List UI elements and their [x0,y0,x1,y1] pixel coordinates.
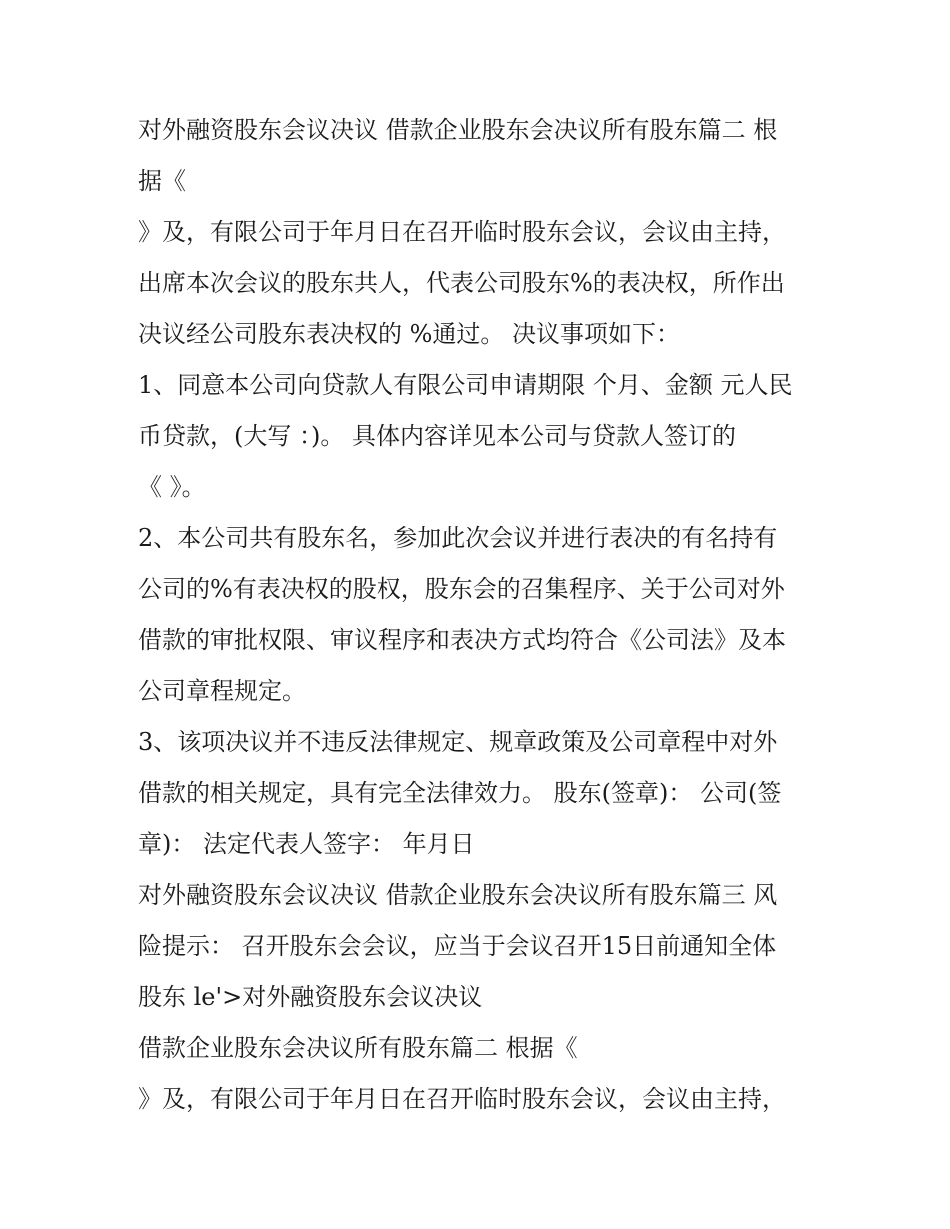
text-line: 币贷款，(大写 ：)。 具体内容详见本公司与贷款人签订的 [138,422,736,450]
text-line: 借款企业股东会决议所有股东篇二 根据《 [138,1034,578,1062]
text-line: 》及，有限公司于年月日在召开临时股东会议，会议由主持， [138,1085,786,1113]
text-line: 出席本次会议的股东共人，代表公司股东%的表决权，所作出 [138,269,785,297]
text-line: 公司章程规定。 [138,677,306,705]
text-line: 章)： 法定代表人签字： 年月日 [138,830,475,858]
text-line: 险提示： 召开股东会会议，应当于会议召开15日前通知全体 [138,932,777,960]
text-line: 对外融资股东会议决议 借款企业股东会决议所有股东篇三 风 [138,881,778,909]
text-line: 》及，有限公司于年月日在召开临时股东会议，会议由主持， [138,218,786,246]
text-line: 据《 [138,167,186,195]
text-line: 3、该项决议并不违反法律规定、规章政策及公司章程中对外 [138,728,778,756]
text-line: 1、同意本公司向贷款人有限公司申请期限 个月、金额 元人民 [138,371,793,399]
text-line: 《 》。 [138,473,206,501]
text-line: 公司的%有表决权的股权，股东会的召集程序、关于公司对外 [138,575,785,603]
text-line: 股东 le'>对外融资股东会议决议 [138,983,483,1011]
text-line: 决议经公司股东表决权的 %通过。 决议事项如下： [138,320,681,348]
document-body [138,110,828,1130]
text-line: 借款的审批权限、审议程序和表决方式均符合《公司法》及本 [138,626,786,654]
text-line: 借款的相关规定，具有完全法律效力。 股东(签章)： 公司(签 [138,779,782,807]
text-line: 对外融资股东会议决议 借款企业股东会决议所有股东篇二 根 [138,116,778,144]
text-line: 2、本公司共有股东名，参加此次会议并进行表决的有名持有 [138,524,778,552]
